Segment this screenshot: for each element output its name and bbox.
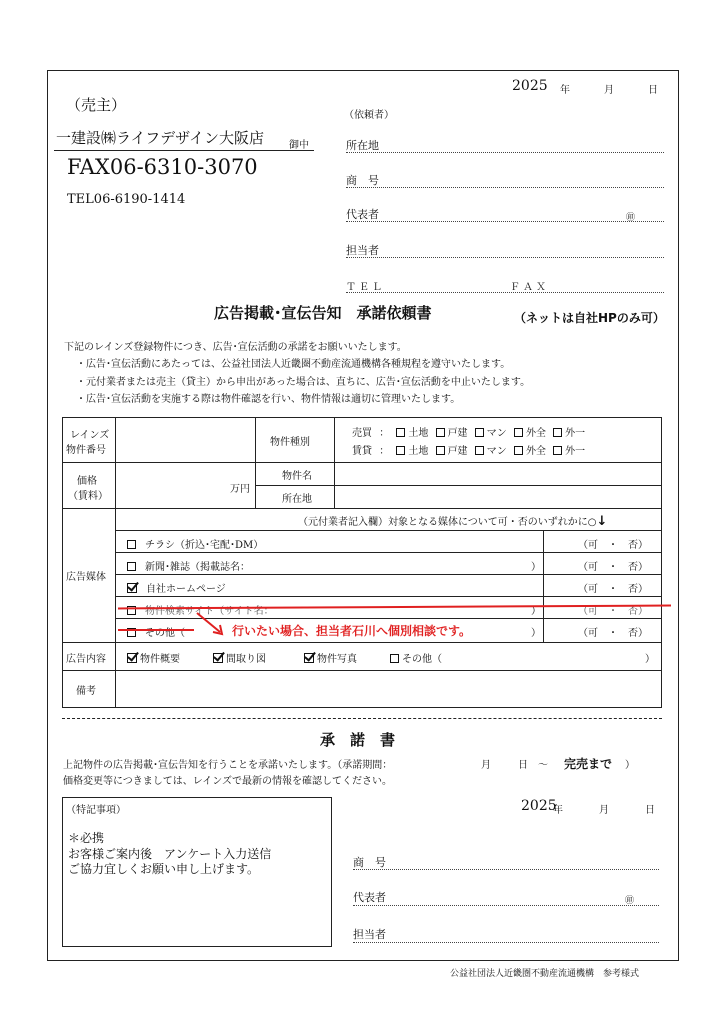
sale-label: 売買	[352, 428, 372, 439]
requester-label: （依頼者）	[344, 110, 394, 121]
checkbox[interactable]	[127, 540, 136, 549]
table-row-divider	[115, 530, 662, 531]
consent-trade-label: 商 号	[353, 856, 386, 869]
checkbox[interactable]	[514, 446, 523, 455]
media-row-other[interactable]: その他（	[127, 624, 185, 639]
type-label: 物件種別	[270, 437, 310, 448]
table-row-divider	[62, 508, 662, 509]
table-border-right	[661, 417, 662, 707]
requester-rep-label: 代表者	[346, 208, 379, 221]
table-row-divider	[115, 596, 662, 597]
consent-line-1: 上記物件の広告掲載･宣伝告知を行うことを承諾いたします。（承諾期間：	[63, 760, 393, 771]
media-close-newspaper: ）	[531, 562, 541, 573]
media-choice-other[interactable]: （可 ・ 否）	[578, 628, 648, 639]
checkbox-checked[interactable]	[213, 653, 223, 663]
media-choice-flyer[interactable]: （可 ・ 否）	[578, 540, 648, 551]
consent-rep-label: 代表者	[353, 891, 386, 904]
requester-trade-line[interactable]	[346, 187, 664, 188]
sale-type-land[interactable]: 土地	[396, 428, 428, 439]
checkbox[interactable]	[514, 428, 523, 437]
consent-year: 2025	[521, 798, 557, 814]
annotation-arrow-icon	[195, 610, 235, 640]
type-lease-row	[352, 442, 585, 457]
media-note: （元付業者記入欄）対象となる媒体について可・否のいずれかに○↓	[298, 514, 608, 529]
checkbox-checked[interactable]	[127, 653, 137, 663]
requester-rep-line[interactable]	[346, 221, 664, 222]
lease-type-land[interactable]: 土地	[396, 446, 428, 457]
location-label: 所在地	[282, 494, 312, 505]
remarks-label: 備考	[76, 686, 96, 697]
special-notes-line-1: ＊必携	[68, 831, 105, 845]
requester-person-label: 担当者	[346, 244, 379, 257]
consent-seal: ㊞	[625, 896, 635, 906]
sale-type-house[interactable]: 戸建	[436, 428, 468, 439]
table-col-divider	[255, 417, 256, 508]
seller-fax: FAX06-6310-3070	[67, 155, 258, 179]
table-col-divider	[115, 417, 116, 707]
lease-type-part[interactable]: 外一	[553, 446, 585, 457]
media-row-portal[interactable]: 物件検索サイト（サイト名：	[127, 602, 274, 617]
table-row-divider	[115, 574, 662, 575]
media-close-other: ）	[531, 628, 541, 639]
table-col-divider	[543, 530, 544, 642]
consent-day: 日	[518, 760, 528, 771]
seller-tel: TEL06-6190-1414	[67, 192, 186, 207]
sale-type-part[interactable]: 外一	[553, 428, 585, 439]
table-row-divider	[255, 485, 662, 486]
footer-note: 公益社団法人近畿圏不動産流通機構 参考様式	[450, 969, 640, 979]
table-border-left	[62, 417, 63, 707]
checkbox[interactable]	[553, 428, 562, 437]
checkbox[interactable]	[475, 446, 484, 455]
content-floorplan[interactable]: 間取り図	[213, 650, 266, 665]
checkbox[interactable]	[396, 428, 405, 437]
checkbox[interactable]	[436, 446, 445, 455]
requester-tel-line[interactable]	[346, 292, 664, 293]
checkbox-checked[interactable]	[304, 653, 314, 663]
intro-line-3: ・元付業者または売主（貸主）から申出があった場合は、直ちに、広告･宣伝活動を中止いたします。	[76, 377, 531, 388]
checkbox[interactable]	[396, 446, 405, 455]
consent-person-label: 担当者	[353, 928, 386, 941]
special-notes-line-3: ご協力宜しくお願い申し上げます。	[68, 862, 260, 876]
table-col-divider	[334, 417, 335, 508]
price-label-2: （賃料）	[68, 491, 108, 502]
consent-tilde: ～	[538, 760, 548, 771]
table-row-divider	[115, 552, 662, 553]
consent-rep-line[interactable]	[353, 905, 659, 906]
media-label: 広告媒体	[66, 572, 106, 583]
media-choice-homepage[interactable]: （可 ・ 否）	[578, 584, 648, 595]
seller-honorific: 御中	[289, 140, 309, 151]
consent-line-2: 価格変更等につきましては、レインズで最新の情報を確認してください。	[63, 776, 392, 787]
sale-type-whole[interactable]: 外全	[514, 428, 546, 439]
content-other[interactable]: その他（	[390, 650, 442, 665]
consent-month-unit: 月	[599, 805, 609, 816]
checkbox[interactable]	[553, 446, 562, 455]
table-border-bottom	[62, 707, 662, 708]
lease-type-whole[interactable]: 外全	[514, 446, 546, 457]
header-day-unit: 日	[648, 85, 658, 96]
property-name-label: 物件名	[282, 471, 312, 482]
type-sale-row	[352, 424, 585, 439]
checkbox[interactable]	[436, 428, 445, 437]
consent-day-unit: 日	[645, 805, 655, 816]
media-row-flyer[interactable]: チラシ（折込･宅配･DM）	[127, 536, 263, 551]
media-row-newspaper[interactable]: 新聞･雑誌（掲載誌名：	[127, 558, 250, 573]
intro-line-1: 下記のレインズ登録物件につき、広告･宣伝活動の承諾をお願いいたします。	[64, 342, 407, 353]
consent-close: ）	[625, 760, 635, 771]
special-notes-line-2: お客様ご案内後 アンケート入力送信	[68, 847, 272, 861]
sale-colon: ：	[379, 428, 390, 439]
media-row-homepage[interactable]: 自社ホームページ	[127, 580, 226, 595]
content-label: 広告内容	[66, 654, 106, 665]
form-title-note: （ネットは自社HPのみ可）	[514, 311, 665, 325]
media-close-portal: ）	[531, 606, 541, 617]
price-label-1: 価格	[77, 476, 97, 487]
consent-month: 月	[481, 760, 491, 771]
consent-person-line[interactable]	[353, 942, 659, 943]
checkbox[interactable]	[390, 654, 399, 663]
header-year: 2025	[512, 78, 548, 94]
seller-label: （売主）	[66, 96, 127, 114]
strike-other-line	[118, 629, 194, 631]
table-border-top	[62, 417, 662, 418]
content-overview[interactable]: 物件概要	[127, 650, 180, 665]
sale-type-mansion[interactable]: マン	[475, 428, 507, 439]
seller-underline	[54, 150, 314, 151]
special-notes-label: （特記事項）	[66, 805, 126, 816]
lease-type-mansion[interactable]: マン	[475, 446, 507, 457]
consent-title: 承 諾 書	[320, 731, 396, 749]
checkbox[interactable]	[475, 428, 484, 437]
checkbox-checked[interactable]	[127, 583, 137, 593]
consent-trade-line[interactable]	[353, 869, 659, 870]
requester-address-label: 所在地	[346, 139, 379, 152]
requester-person-line[interactable]	[346, 257, 664, 258]
table-row-divider	[62, 642, 662, 643]
consent-until: 完売まで	[564, 757, 613, 771]
table-row-divider	[62, 462, 662, 463]
requester-fax-label: ＦＡＸ	[510, 282, 549, 293]
lease-type-house[interactable]: 戸建	[436, 446, 468, 457]
media-choice-newspaper[interactable]: （可 ・ 否）	[578, 562, 648, 573]
requester-tel-label: ＴＥＬ	[346, 282, 385, 293]
requester-seal: ㊞	[626, 213, 636, 223]
header-month-unit: 月	[604, 85, 614, 96]
seller-name: 一建設㈱ライフデザイン大阪店	[56, 129, 265, 147]
content-photo[interactable]: 物件写真	[304, 650, 357, 665]
intro-line-2: ・広告･宣伝活動にあたっては、公益社団法人近畿圏不動産流通機構各種規程を遵守いたします。	[76, 359, 511, 370]
annotation-text: 行いたい場合、担当者石川へ個別相談です。	[232, 624, 472, 638]
price-unit: 万円	[230, 484, 250, 495]
lease-label: 賃貸	[352, 446, 372, 457]
reins-label-1: レインズ	[70, 430, 110, 441]
reins-label-2: 物件番号	[66, 445, 106, 456]
lease-colon: ：	[379, 446, 390, 457]
media-choice-portal[interactable]: （可 ・ 否）	[578, 606, 648, 617]
form-title: 広告掲載･宣伝告知 承諾依頼書	[214, 304, 432, 322]
table-row-divider	[62, 670, 662, 671]
checkbox[interactable]	[127, 562, 136, 571]
cut-line	[62, 718, 662, 719]
requester-address-line[interactable]	[346, 152, 664, 153]
header-year-unit: 年	[560, 85, 570, 96]
consent-year-unit: 年	[553, 805, 563, 816]
content-close: ）	[645, 654, 655, 665]
requester-trade-label: 商 号	[346, 174, 379, 187]
intro-line-4: ・広告･宣伝活動を実施する際は物件確認を行い、物件情報は適切に管理いたします。	[76, 394, 461, 405]
